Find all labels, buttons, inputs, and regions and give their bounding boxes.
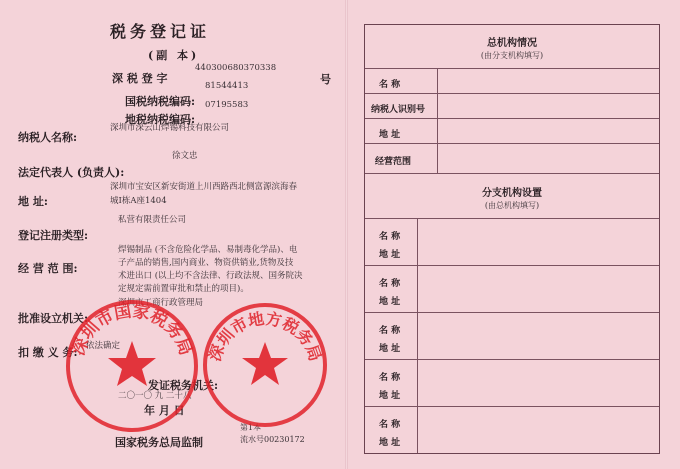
branch-header <box>365 174 659 219</box>
scope-line-4: 定规定需前置审批和禁止的项目)。 <box>118 284 249 294</box>
reg-type-label: 登记注册类型: <box>18 229 89 242</box>
reg-suffix: 号 <box>320 73 331 86</box>
address-line-1: 深圳市宝安区新安街道上川西路西北侧富源滨海春 <box>110 182 298 192</box>
approval-label: 批准设立机关: <box>18 312 89 325</box>
head-row-scope <box>365 144 659 174</box>
local-code: 07195583 <box>205 100 249 110</box>
branch-subtitle: (由总机构填写) <box>484 201 540 210</box>
branch-name-label: 名 称 <box>379 279 401 289</box>
certificate-title: 税务登记证 <box>110 22 211 41</box>
national-seal-text: 深圳市国家税务局 <box>68 301 196 359</box>
branch-row <box>365 407 659 453</box>
supervisor-note: 国家税务总局监制 <box>115 436 203 449</box>
branch-row <box>365 313 659 360</box>
legal-rep-value: 徐文忠 <box>172 151 198 161</box>
scope-line-2: 子产品的销售,国内商业、物资供销业,货物及技 <box>118 258 294 268</box>
branch-info-table <box>364 24 660 454</box>
branch-name-label: 名 称 <box>379 232 401 242</box>
legal-rep-label: 法定代表人 (负责人): <box>18 166 125 179</box>
head-row-address-label: 地 址 <box>379 130 401 140</box>
branch-address-label: 地 址 <box>379 391 401 401</box>
taxpayer-name-label: 纳税人名称: <box>18 131 78 144</box>
local-code-label: 地税纳税编码: <box>125 113 196 126</box>
scope-line-3: 术进出口 (以上均不含法律、行政法规、国务院决 <box>118 271 303 281</box>
issue-date-units: 年 月 日 <box>144 404 185 417</box>
national-code: 81544413 <box>205 81 249 91</box>
approval-value: 深圳市工商行政管理局 <box>118 298 204 308</box>
issuing-authority-label: 发证税务机关: <box>148 379 219 392</box>
national-tax-bureau-seal <box>62 296 202 436</box>
withholding-value: 依法确定 <box>86 341 121 351</box>
head-office-subtitle: (由分支机构填写) <box>480 51 544 60</box>
branch-address-label: 地 址 <box>379 438 401 448</box>
issue-date-values: 二〇一〇 九 二十八 <box>118 391 192 401</box>
copy-number: 第1本 <box>240 423 262 432</box>
head-office-header <box>365 25 659 69</box>
head-office-title: 总机构情况 <box>487 38 537 49</box>
reg-label: 深 税 登 字 <box>112 72 168 85</box>
branch-title: 分支机构设置 <box>482 188 542 199</box>
reg-number: 440300680370338 <box>195 63 277 73</box>
branch-row <box>365 219 659 266</box>
branch-address-label: 地 址 <box>379 250 401 260</box>
head-row-name-label: 名 称 <box>379 80 401 90</box>
head-row-taxpayer-id-label: 纳税人识别号 <box>371 105 426 115</box>
head-row-address <box>365 119 659 144</box>
local-tax-bureau-seal <box>200 300 330 430</box>
reg-type-value: 私营有限责任公司 <box>118 215 187 225</box>
branch-name-label: 名 称 <box>379 420 401 430</box>
local-seal-text: 深圳市地方税务局 <box>204 308 326 364</box>
head-row-taxpayer-id <box>365 94 659 119</box>
head-row-scope-label: 经营范围 <box>375 157 412 167</box>
branch-row <box>365 360 659 407</box>
address-line-2: 城I栋A座1404 <box>110 196 167 206</box>
branch-address-label: 地 址 <box>379 297 401 307</box>
serial-number: 流水号00230172 <box>240 435 305 444</box>
head-row-name <box>365 69 659 94</box>
branch-address-label: 地 址 <box>379 344 401 354</box>
branch-name-label: 名 称 <box>379 326 401 336</box>
taxpayer-name-value: 深圳市深云山焊锡科技有限公司 <box>110 123 230 133</box>
scope-line-1: 焊锡制品 (不含危险化学品、易制毒化学品)、电 <box>118 245 298 255</box>
national-code-label: 国税纳税编码: <box>125 95 196 108</box>
page-fold <box>345 0 348 469</box>
withholding-label: 扣 缴 义 务: <box>18 346 78 359</box>
scope-label: 经 营 范 围: <box>18 262 78 275</box>
branch-name-label: 名 称 <box>379 373 401 383</box>
branch-row <box>365 266 659 313</box>
certificate-subtitle: (副 本) <box>148 49 200 62</box>
address-label: 地 址: <box>18 195 48 208</box>
